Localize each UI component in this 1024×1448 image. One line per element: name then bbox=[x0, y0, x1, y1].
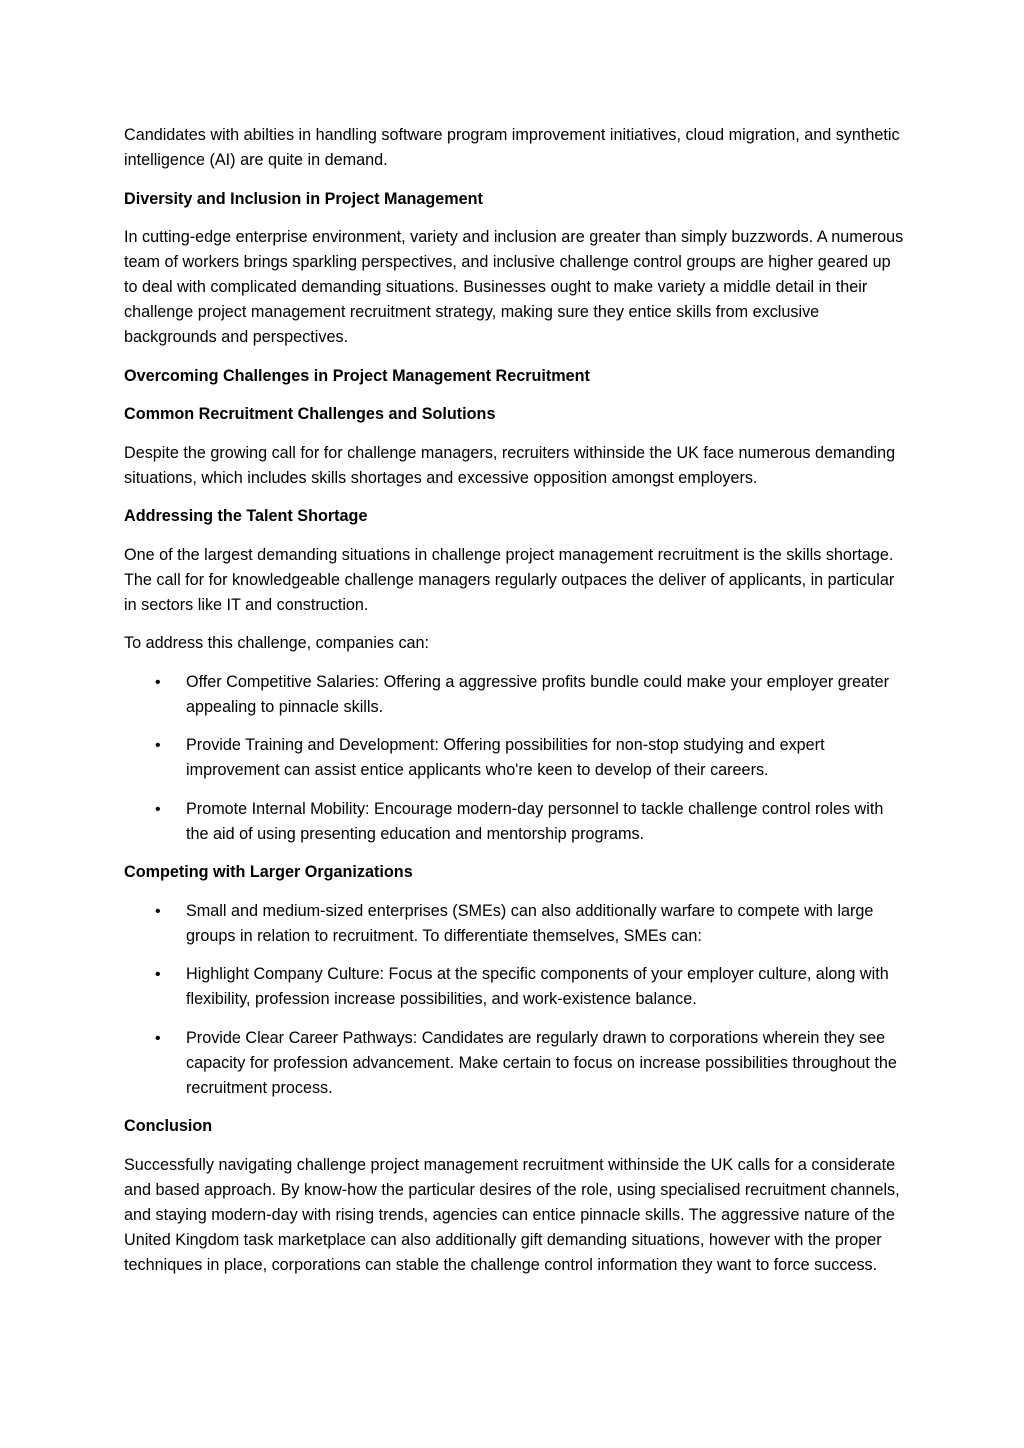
bullet-icon: • bbox=[155, 966, 161, 983]
bullet-icon: • bbox=[155, 1029, 161, 1047]
list-item-text: Small and medium-sized enterprises (SMEs) can also additionally warfare to compete with large groups in relation to recruitment. To differentiate themselves, SMEs can: bbox=[186, 901, 874, 945]
list-item bbox=[124, 962, 904, 1012]
list-item bbox=[124, 733, 904, 783]
list-item-text: Promote Internal Mobility: Encourage modern-day personnel to tackle challenge control roles with the aid of using presenting education and mentorship programs. bbox=[186, 799, 884, 843]
bullet-icon: • bbox=[155, 673, 161, 691]
heading-overcoming-challenges: Overcoming Challenges in Project Management Recruitment bbox=[124, 366, 590, 385]
address-challenge-paragraph: To address this challenge, companies can: bbox=[124, 634, 430, 652]
heading-diversity: Diversity and Inclusion in Project Management bbox=[124, 189, 483, 208]
list-item-text: Highlight Company Culture: Focus at the specific components of your employer culture, along with flexibility, profession increase possibilities, and work-existence balance. bbox=[186, 965, 889, 1008]
intro-paragraph: Candidates with abilties in handling software program improvement initiatives, cloud migration, and synthetic intelligence (AI) are quite in demand. bbox=[124, 126, 900, 169]
competing-strategies-list bbox=[124, 899, 904, 1101]
list-item-text: Offer Competitive Salaries: Offering a aggressive profits bundle could make your employer greater appealing to pinnacle skills. bbox=[186, 672, 890, 716]
common-challenges-paragraph: Despite the growing call for for challenge managers, recruiters withinside the UK face numerous demanding situations, which includes skills shortages and excessive opposition amongst employers. bbox=[124, 443, 896, 487]
list-item bbox=[124, 899, 904, 949]
talent-strategies-list bbox=[124, 670, 904, 847]
list-item bbox=[124, 670, 904, 720]
diversity-paragraph: In cutting-edge enterprise environment, variety and inclusion are greater than simply buzzwords. A numerous team of workers brings sparkling perspectives, and inclusive challenge control groups are higher geared up to deal with complicated demanding situations. Businesses ought to make variety a middle detail in their challenge project management recruitment strategy, making sure they entice skills from exclusive backgrounds and perspectives. bbox=[124, 228, 904, 346]
list-item-text: Provide Clear Career Pathways: Candidates are regularly drawn to corporations wherein they see capacity for profession advancement. Make certain to focus on increase possibilities throughout the recruitment process. bbox=[186, 1028, 897, 1097]
bullet-icon: • bbox=[155, 902, 161, 920]
bullet-icon: • bbox=[155, 800, 161, 818]
list-item-text: Provide Training and Development: Offering possibilities for non-stop studying and expert improvement can assist entice applicants who're keen to develop of their careers. bbox=[186, 736, 825, 779]
bullet-icon: • bbox=[155, 737, 161, 754]
talent-shortage-paragraph: One of the largest demanding situations in challenge project management recruitment is the skills shortage. The call for for knowledgeable challenge managers regularly outpaces the deliver of applicants, in particular in sectors like IT and construction. bbox=[124, 545, 895, 614]
heading-talent-shortage: Addressing the Talent Shortage bbox=[124, 507, 368, 525]
conclusion-paragraph: Successfully navigating challenge project management recruitment withinside the UK calls for a considerate and based approach. By know-how the particular desires of the role, using specialised recruitment channels, and staying modern-day with rising trends, agencies can entice pinnacle skills. The aggressive nature of the United Kingdom task marketplace can also additionally gift demanding situations, however with the proper techniques in place, corporations can stable the challenge control information they want to force success. bbox=[124, 1155, 900, 1274]
heading-common-challenges: Common Recruitment Challenges and Solutions bbox=[124, 405, 496, 423]
list-item bbox=[124, 797, 904, 847]
list-item bbox=[124, 1026, 904, 1101]
heading-competing: Competing with Larger Organizations bbox=[124, 863, 413, 881]
heading-conclusion: Conclusion bbox=[124, 1117, 213, 1135]
